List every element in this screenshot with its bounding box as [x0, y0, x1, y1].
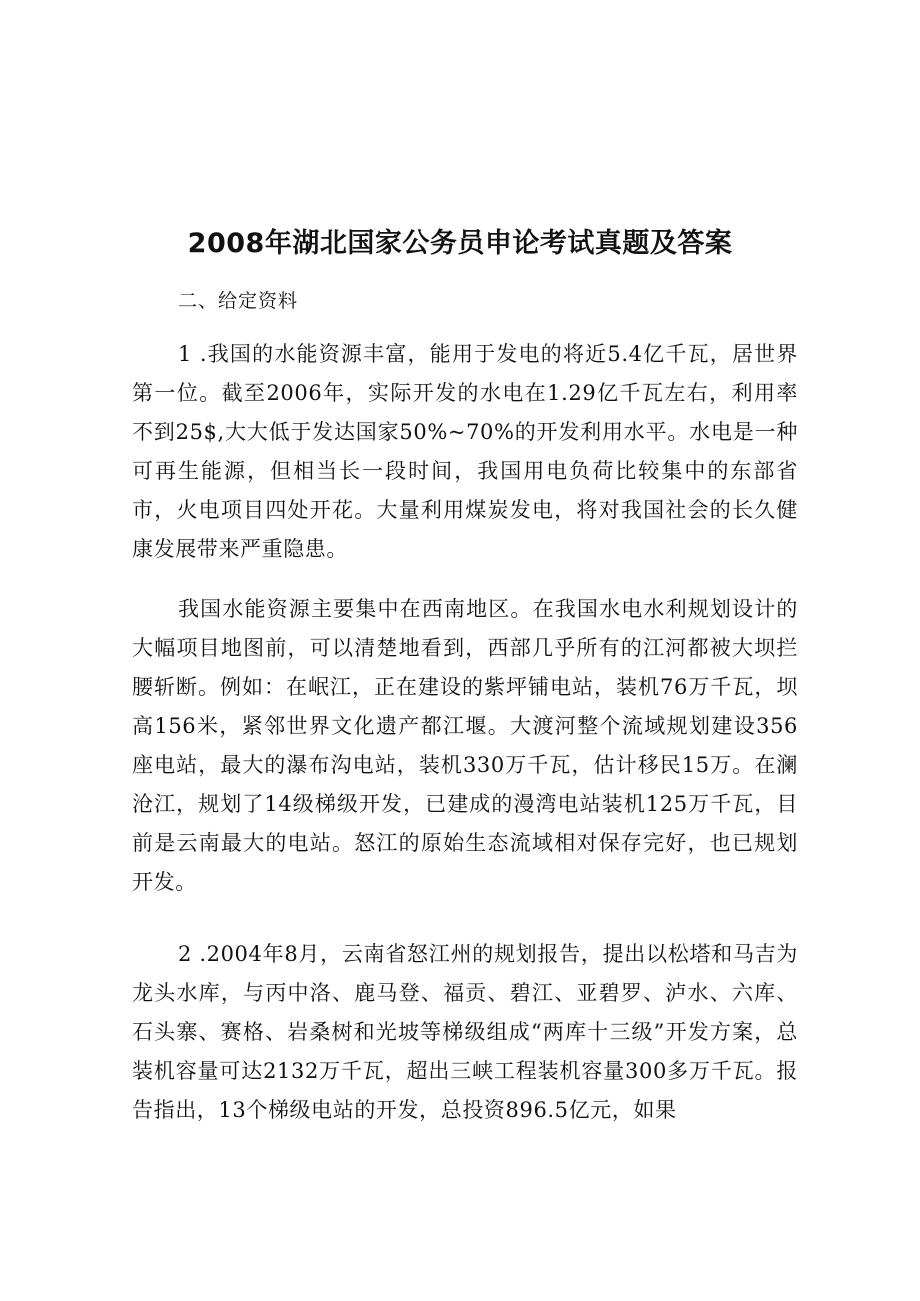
section-heading: 二、给定资料 [178, 290, 299, 312]
paragraph-1: 1 .我国的水能资源丰富，能用于发电的将近5.4亿千瓦，居世界第一位。截至2006年，实际开发的水电在1.29亿千瓦左右，利用率不到25$,大大低于发达国家50%~70%的开发利用水平。水电是一种可再生能源，但相当长一段时间，我国用电负荷比较集中的东部省市，火电项目四处开花。大量利用煤炭发电，将对我国社会的长久健康发展带来严重隐患。 [132, 342, 798, 561]
document-title: 2008年湖北国家公务员申论考试真题及答案 [187, 228, 733, 259]
paragraph-2: 我国水能资源主要集中在西南地区。在我国水电水利规划设计的大幅项目地图前，可以清楚地看到，西部几乎所有的江河都被大坝拦腰斩断。例如：在岷江，正在建设的紫坪铺电站，装机76万千瓦，坝高156米，紧邻世界文化遗产都江堰。大渡河整个流域规划建设356座电站，最大的瀑布沟电站，装机330万千瓦，估计移民15万。在澜沧江，规划了14级梯级开发，已建成的漫湾电站装机125万千瓦，目前是云南最大的电站。怒江的原始生态流域相对保存完好，也已规划开发。 [132, 597, 798, 894]
paragraph-3: 2 .2004年8月，云南省怒江州的规划报告，提出以松塔和马吉为龙头水库，与丙中洛、鹿马登、福贡、碧江、亚碧罗、泸水、六库、石头寨、赛格、岩桑树和光坡等梯级组成“两库十三级”开发方案，总装机容量可达2132万千瓦，超出三峡工程装机容量300多万千瓦。报告指出，13个梯级电站的开发，总投资896.5亿元，如果 [132, 942, 798, 1122]
